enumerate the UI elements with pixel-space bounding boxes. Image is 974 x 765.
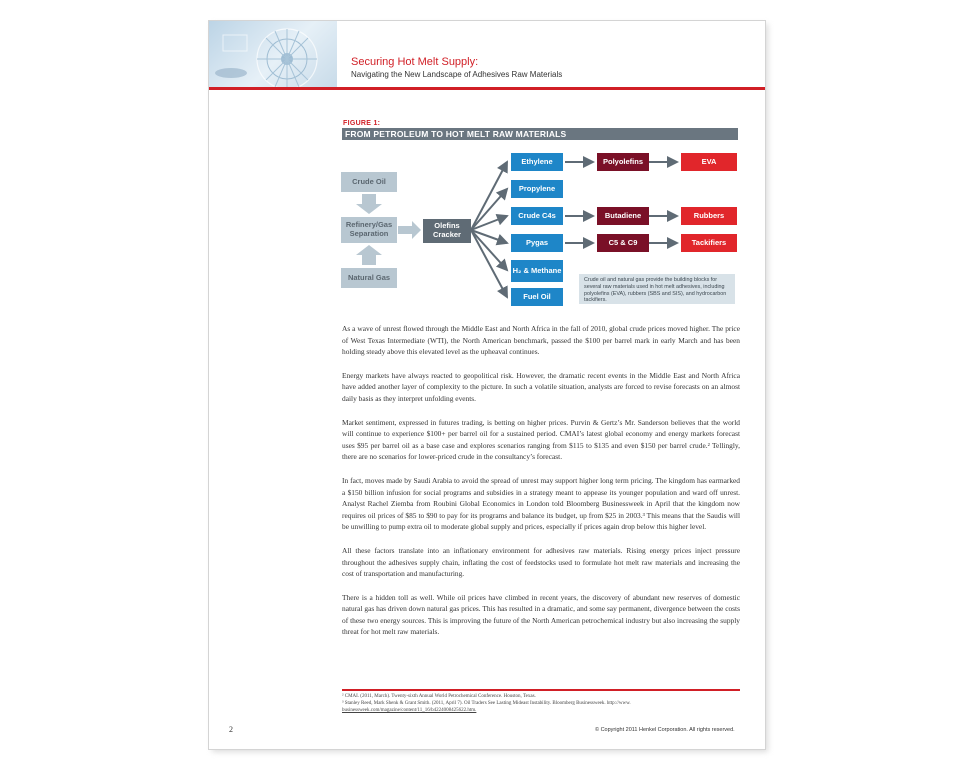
node-crude-oil: Crude Oil xyxy=(341,172,397,192)
footnotes xyxy=(342,693,740,715)
node-ethylene: Ethylene xyxy=(511,153,563,171)
node-refinery-gas-separation: Refinery/Gas Separation xyxy=(341,217,397,243)
node-polyolefins: Polyolefins xyxy=(597,153,649,171)
arrow-right-icon xyxy=(398,221,421,239)
node-crude-c4s: Crude C4s xyxy=(511,207,563,225)
article-body xyxy=(342,323,740,650)
header-subtitle: Navigating the New Landscape of Adhesives Raw Materials xyxy=(351,70,563,79)
copyright-notice: © Copyright 2011 Henkel Corporation. All rights reserved. xyxy=(595,727,735,733)
node-natural-gas: Natural Gas xyxy=(341,268,397,288)
node-propylene: Propylene xyxy=(511,180,563,198)
footnote-1: ² CMAI. (2011, March). Twenty-sixth Annual World Petrochemical Conference. Houston, Texas. xyxy=(342,694,536,699)
header-title: Securing Hot Melt Supply: xyxy=(351,56,479,68)
node-tackifiers: Tackifiers xyxy=(681,234,737,252)
document-page xyxy=(208,20,766,750)
node-h2-methane: H₂ & Methane xyxy=(511,260,563,282)
node-butadiene: Butadiene xyxy=(597,207,649,225)
node-rubbers: Rubbers xyxy=(681,207,737,225)
node-olefins-cracker: Olefins Cracker xyxy=(423,219,471,243)
node-eva: EVA xyxy=(681,153,737,171)
arrow-up-icon xyxy=(356,245,382,265)
paragraph-6: There is a hidden toll as well. While oil prices have climbed in recent years, the discovery of abundant new reserves of domestic natural gas has driven down natural gas prices. This has resulted in a dramatic, and some say permanent, divergence between the costs of these two energy sources. This is improving the future of the North American petrochemical industry but also increasing the supply threat for hot melt raw materials. xyxy=(342,592,740,637)
paragraph-1: As a wave of unrest flowed through the Middle East and North Africa in the fall of 2010, global crude prices moved higher. The price of West Texas Intermediate (WTI), the North American benchmark, passed the $100 per barrel mark in early March and has been holding steady above this elevated level as the upheaval continues. xyxy=(342,324,740,357)
paragraph-2: Energy markets have always reacted to geopolitical risk. However, the dramatic recent events in the Middle East and North Africa have added another layer of complexity to the picture. In such a volatile situation, analysts are forced to revise forecasts on an almost daily basis as they interpret unfolding events. xyxy=(342,370,740,403)
node-pygas: Pygas xyxy=(511,234,563,252)
paragraph-4: In fact, moves made by Saudi Arabia to avoid the spread of unrest may support higher long term pricing. The kingdom has earmarked a $150 billion infusion for social programs and subsidies in a strategy meant to appease its younger population and ward off unrest. Analyst Rachel Ziemba from Roubini Global Economics in London told Bloomberg Businessweek in April that the kingdom now requires oil prices of $85 to $90 to pay for its programs and balance its budget, up from $25 in 2003.³ This means that the Saudis will be unwilling to pump extra oil to moderate global supply and prices, especially if prices again drop below this higher level. xyxy=(342,475,740,532)
footnote-2[interactable]: ³ Stanley Reed, Mark Shenk & Grant Smith. (2011, April 7). Oil Traders See Lasting Mideast Instability. Bloomberg Businessweek. http://www. xyxy=(342,701,631,707)
figure-caption-note: Crude oil and natural gas provide the building blocks for several raw materials used in hot melt adhesives, including polyolefins (EVA), rubbers (SBS and SIS), and hydrocarbon tackifiers. xyxy=(579,274,735,304)
page-number: 2 xyxy=(229,725,233,734)
paragraph-5: All these factors translate into an inflationary environment for adhesives raw materials. Rising energy prices inject pressure throughout the adhesives supply chain, inflating the cost of feedstocks used to formulate hot melt raw materials and increasing the cost of transportation and manufacturing. xyxy=(342,545,740,579)
footnote-rule xyxy=(342,689,740,691)
node-fuel-oil: Fuel Oil xyxy=(511,288,563,306)
arrow-down-icon xyxy=(356,194,382,214)
figure-label: FIGURE 1: xyxy=(343,120,381,127)
footnote-2-link[interactable]: businessweek.com/magazine/content/11_16/b4224008425622.htm. xyxy=(342,708,477,714)
paragraph-3: Market sentiment, expressed in futures trading, is betting on higher prices. Purvin & Gertz’s Mr. Sanderson believes that the world will continue to experience $100+ per barrel oil for a sustained period. CMAI’s latest global economy and energy markets forecast uses $95 per barrel oil as a base case and explores scenarios ranging from $115 to $135 and even $150 per barrel crude.² Tellingly, there are no scenarios for lower-priced crude in the consultancy’s forecast. xyxy=(342,417,740,462)
node-c5-c9: C5 & C9 xyxy=(597,234,649,252)
figure-title: FROM PETROLEUM TO HOT MELT RAW MATERIALS xyxy=(345,129,567,139)
